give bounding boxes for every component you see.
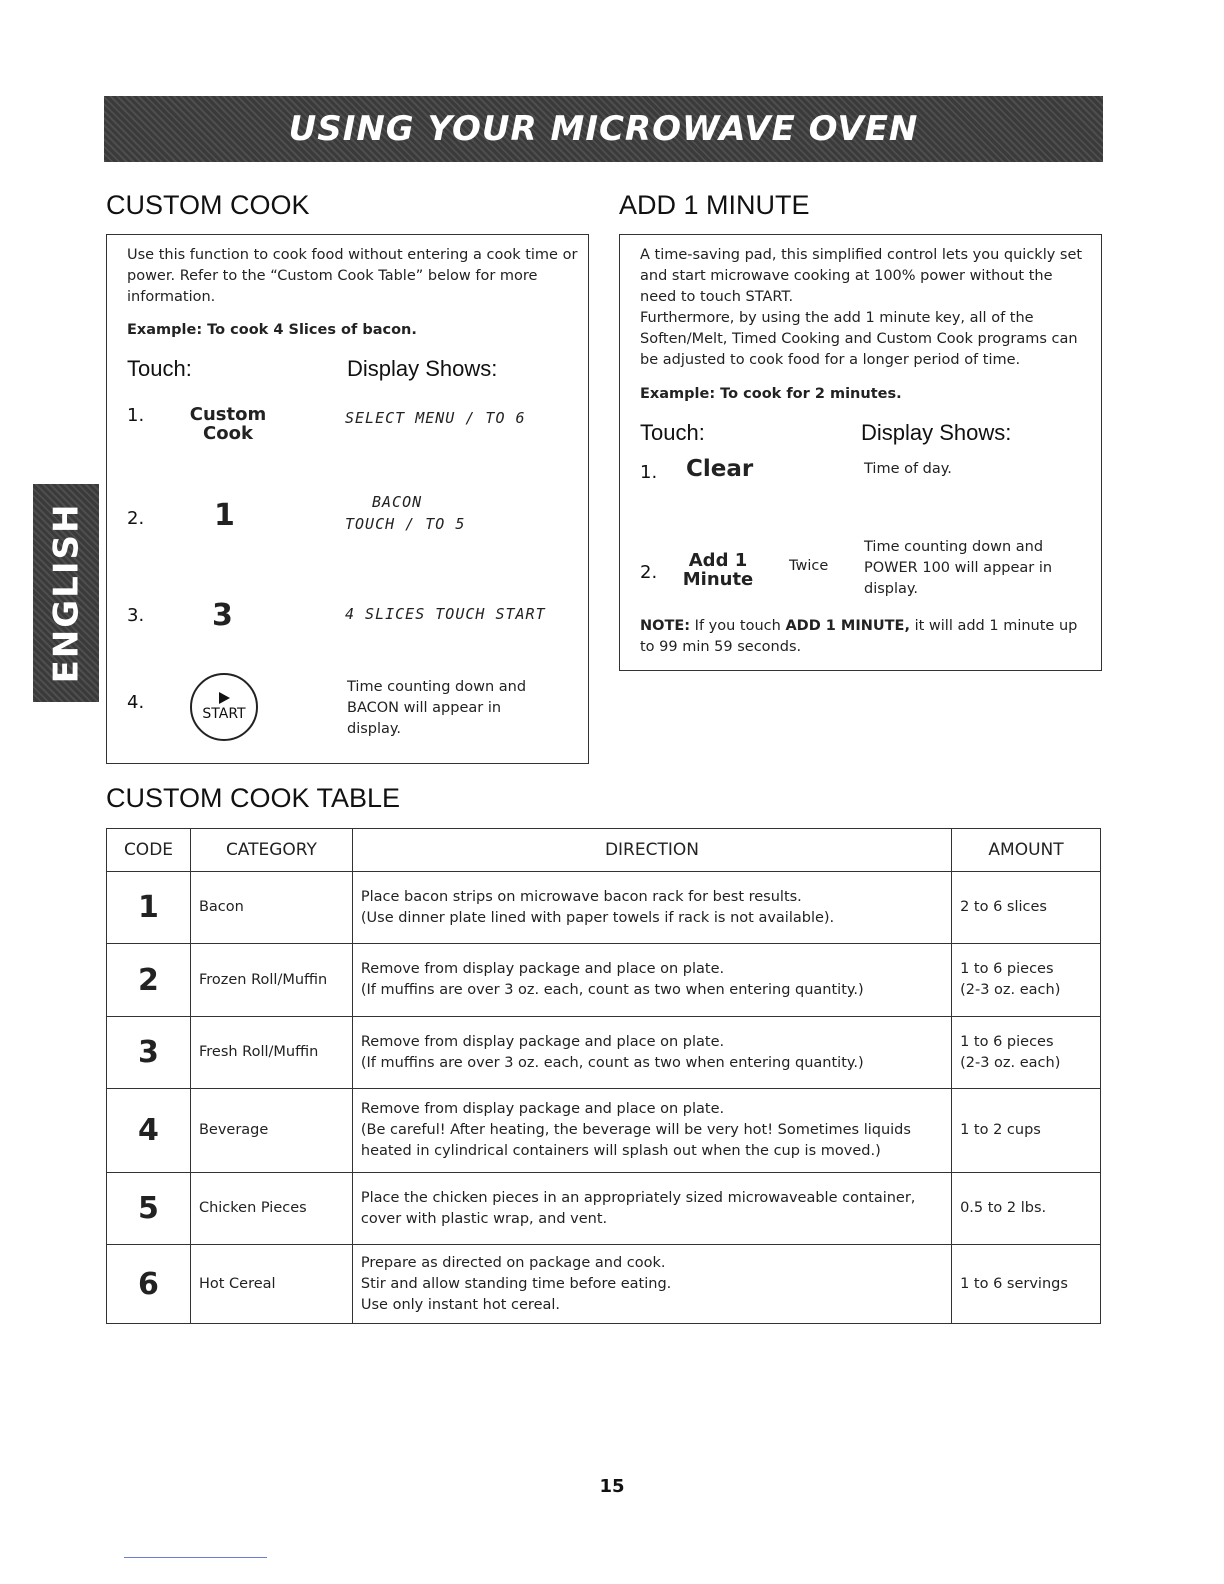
step-number: 1.	[127, 405, 145, 426]
direction-line: (Be careful! After heating, the beverage will be very hot! Sometimes liquids	[360, 1122, 911, 1138]
start-button-label: START	[202, 706, 246, 722]
custom-cook-heading: CUSTOM COOK	[106, 190, 310, 220]
custom-cook-touch-label: Touch:	[127, 356, 192, 381]
direction-line: Place bacon strips on microwave bacon rack for best results.	[360, 888, 802, 905]
custom-cook-example: Example: To cook 4 Slices of bacon.	[127, 322, 417, 338]
add-minute-example: Example: To cook for 2 minutes.	[640, 386, 902, 402]
note-key: ADD 1 MINUTE,	[785, 618, 910, 634]
direction-cell	[352, 1245, 951, 1324]
direction-line: (Use dinner plate lined with paper towels if rack is not available).	[360, 909, 835, 926]
step-number: 3.	[127, 605, 145, 626]
display-readout: BACON	[372, 493, 423, 511]
column-header: AMOUNT	[952, 829, 1101, 872]
step-display-text: Time counting down and POWER 100 will appear in display.	[864, 539, 1053, 597]
amount-cell	[952, 1089, 1101, 1173]
amount-line: (2-3 oz. each)	[960, 1054, 1061, 1071]
code-cell: 3	[107, 1017, 191, 1089]
language-side-tab	[33, 484, 99, 702]
amount-line: (2-3 oz. each)	[960, 982, 1061, 998]
display-readout: SELECT MENU / TO 6	[345, 409, 526, 427]
banner-title: USING YOUR MICROWAVE OVEN	[288, 109, 919, 149]
play-icon	[219, 692, 230, 704]
page-banner	[104, 96, 1103, 162]
direction-line: Place the chicken pieces in an appropriately sized microwaveable container,	[360, 1189, 916, 1206]
column-header: DIRECTION	[352, 829, 951, 872]
direction-line: heated in cylindrical containers will splash out when the cup is moved.)	[360, 1143, 881, 1159]
step-number: 2.	[640, 562, 658, 583]
note-label: NOTE:	[640, 618, 691, 634]
direction-cell	[352, 1173, 951, 1245]
add-minute-heading: ADD 1 MINUTE	[619, 190, 810, 220]
table-row	[107, 1089, 1101, 1173]
amount-line: 1 to 2 cups	[960, 1122, 1041, 1138]
add-minute-intro: A time-saving pad, this simplified control lets you quickly set and start microwave cooking at 100% power without the need to touch START.	[640, 247, 1083, 305]
direction-line: (If muffins are over 3 oz. each, count as two when entering quantity.)	[360, 1054, 864, 1071]
direction-line: Use only instant hot cereal.	[360, 1296, 561, 1313]
amount-line: 1 to 6 pieces	[960, 961, 1054, 977]
add-minute-intro-2: Furthermore, by using the add 1 minute key, all of the Soften/Melt, Timed Cooking and Custom Cook programs can be adjusted to cook food for a longer period of time.	[640, 310, 1078, 368]
table-header-row	[107, 829, 1101, 872]
table-row	[107, 1245, 1101, 1324]
add-minute-touch-label: Touch:	[640, 420, 705, 445]
add-minute-key: Add 1 Minute	[682, 550, 754, 590]
custom-cook-table-heading: CUSTOM COOK TABLE	[106, 783, 401, 813]
direction-line: Remove from display package and place on plate.	[360, 961, 725, 977]
number-key-3: 3	[212, 598, 233, 633]
custom-cook-table	[106, 828, 1101, 1324]
amount-cell	[952, 872, 1101, 944]
column-header: CODE	[107, 829, 191, 872]
step-number: 4.	[127, 692, 145, 713]
category-cell: Chicken Pieces	[190, 1173, 352, 1245]
direction-cell	[352, 944, 951, 1017]
custom-cook-display-label: Display Shows:	[347, 356, 498, 381]
category-cell: Bacon	[190, 872, 352, 944]
side-tab-label: ENGLISH	[46, 502, 87, 684]
add-minute-display-label: Display Shows:	[861, 420, 1012, 445]
step-display-text: Time of day.	[864, 461, 952, 477]
display-readout: TOUCH / TO 5	[345, 515, 466, 533]
note-text: If you touch	[694, 618, 781, 634]
direction-line: Prepare as directed on package and cook.	[360, 1254, 666, 1271]
table-row	[107, 872, 1101, 944]
direction-cell	[352, 872, 951, 944]
table-row	[107, 1017, 1101, 1089]
step-number: 2.	[127, 508, 145, 529]
step-qualifier: Twice	[789, 558, 829, 574]
category-cell: Beverage	[190, 1089, 352, 1173]
category-cell: Hot Cereal	[190, 1245, 352, 1324]
code-cell: 2	[107, 944, 191, 1017]
clear-key: Clear	[686, 456, 754, 482]
note-text: it will add 1 minute up to 99 min 59 seconds.	[640, 618, 1078, 655]
direction-line: Remove from display package and place on plate.	[360, 1033, 725, 1050]
direction-line: Stir and allow standing time before eating.	[360, 1275, 672, 1292]
amount-line: 1 to 6 pieces	[960, 1033, 1054, 1050]
table-row	[107, 944, 1101, 1017]
step-number: 1.	[640, 462, 658, 483]
amount-cell	[952, 944, 1101, 1017]
custom-cook-key: Custom Cook	[189, 404, 267, 444]
code-cell: 6	[107, 1245, 191, 1324]
amount-cell	[952, 1245, 1101, 1324]
start-button	[190, 673, 258, 741]
number-key-1: 1	[214, 498, 235, 533]
column-header: CATEGORY	[190, 829, 352, 872]
custom-cook-intro: Use this function to cook food without entering a cook time or power. Refer to the “Custom Cook Table” below for more information.	[127, 247, 578, 305]
direction-line: cover with plastic wrap, and vent.	[360, 1210, 608, 1227]
amount-line: 1 to 6 servings	[960, 1275, 1068, 1292]
amount-cell	[952, 1173, 1101, 1245]
amount-line: 0.5 to 2 lbs.	[960, 1200, 1047, 1216]
display-readout: 4 SLICES TOUCH START	[345, 605, 546, 623]
direction-cell	[352, 1017, 951, 1089]
page-number: 15	[599, 1476, 625, 1497]
amount-line: 2 to 6 slices	[960, 899, 1047, 915]
direction-cell	[352, 1089, 951, 1173]
footer-rule	[124, 1557, 267, 1558]
step-display-text: Time counting down and BACON will appear in display.	[347, 679, 527, 737]
amount-cell	[952, 1017, 1101, 1089]
table-row	[107, 1173, 1101, 1245]
add-minute-note	[640, 616, 1090, 658]
category-cell: Frozen Roll/Muffin	[190, 944, 352, 1017]
category-cell: Fresh Roll/Muffin	[190, 1017, 352, 1089]
code-cell: 5	[107, 1173, 191, 1245]
code-cell: 4	[107, 1089, 191, 1173]
direction-line: Remove from display package and place on plate.	[360, 1101, 725, 1117]
direction-line: (If muffins are over 3 oz. each, count as two when entering quantity.)	[360, 982, 864, 998]
code-cell: 1	[107, 872, 191, 944]
